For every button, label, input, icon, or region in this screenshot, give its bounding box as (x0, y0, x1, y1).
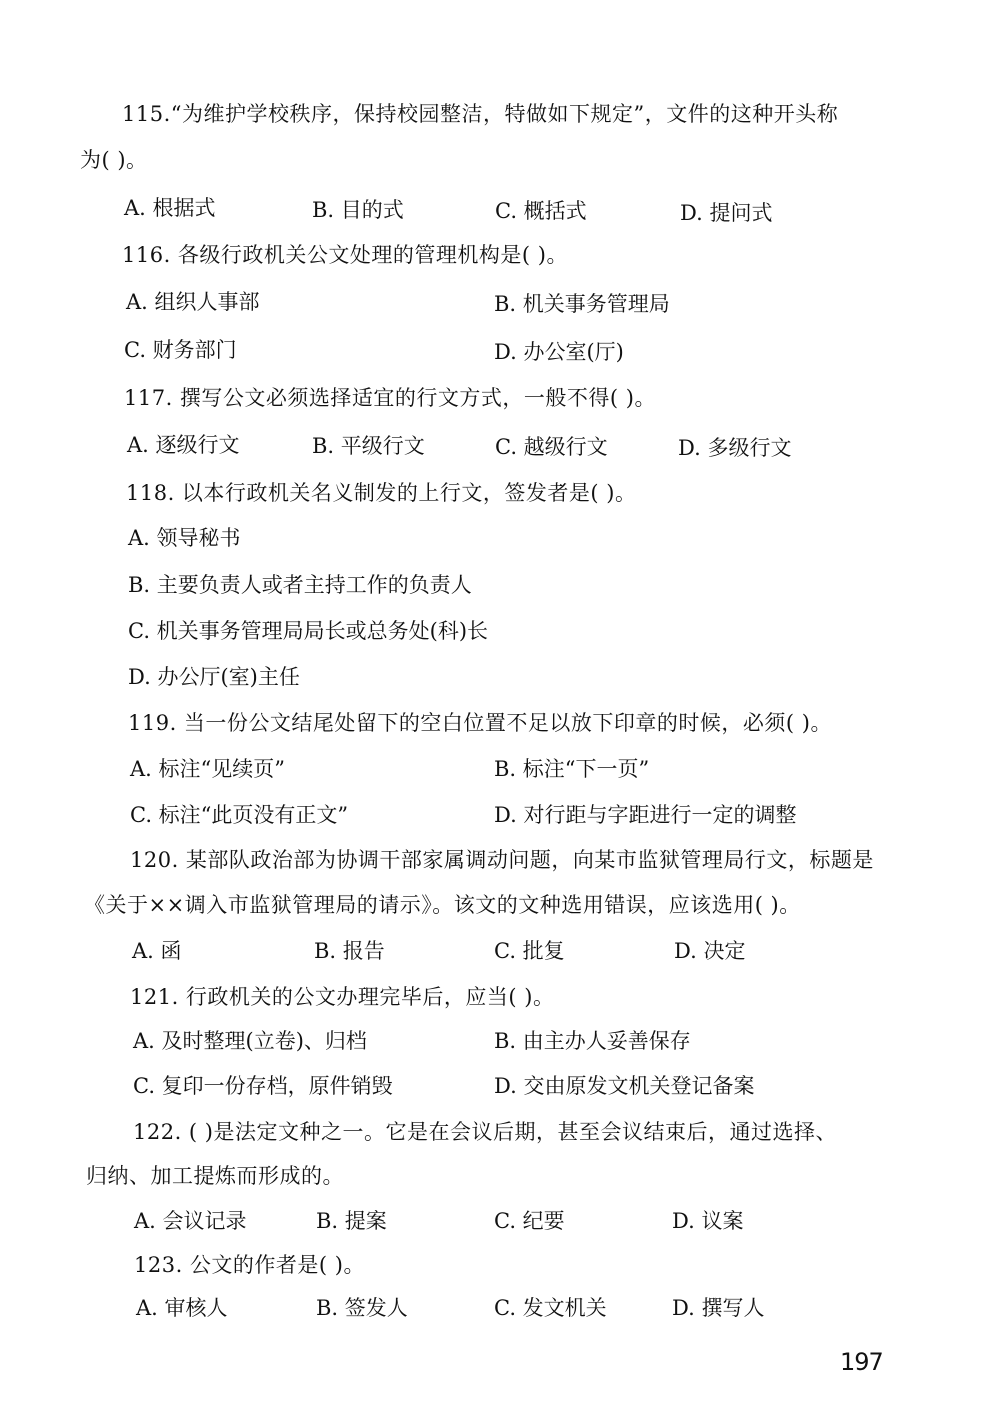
q116-option-d: D. 办公室(厅) (494, 340, 624, 364)
q119-option-b: B. 标注“下一页” (494, 757, 650, 781)
q120-option-c: C. 批复 (494, 939, 565, 963)
q120-option-a: A. 函 (132, 939, 182, 963)
question-115-line2: 为( )。 (80, 148, 148, 172)
q122-option-c: C. 纪要 (494, 1209, 565, 1233)
q122-option-a: A. 会议记录 (134, 1209, 247, 1233)
page-number: 197 (840, 1348, 883, 1376)
q120-option-b: B. 报告 (314, 939, 385, 963)
question-122-line2: 归纳、加工提炼而形成的。 (86, 1164, 344, 1188)
question-120-line1: 120. 某部队政治部为协调干部家属调动问题，向某市监狱管理局行文，标题是 (130, 848, 874, 872)
q116-option-b: B. 机关事务管理局 (494, 292, 670, 316)
q116-option-a: A. 组织人事部 (126, 290, 260, 314)
q117-option-c: C. 越级行文 (495, 435, 608, 459)
q120-option-d: D. 决定 (674, 939, 746, 963)
question-120-line2: 《关于××调入市监狱管理局的请示》。该文的文种选用错误，应该选用( )。 (84, 893, 801, 917)
q122-option-d: D. 议案 (672, 1209, 744, 1233)
question-123: 123. 公文的作者是( )。 (134, 1253, 365, 1277)
q123-option-c: C. 发文机关 (494, 1296, 607, 1320)
question-115-line1: 115.“为维护学校秩序，保持校园整洁，特做如下规定”，文件的这种开头称 (122, 102, 839, 126)
question-117: 117. 撰写公文必须选择适宜的行文方式，一般不得( )。 (124, 386, 656, 410)
q115-option-d: D. 提问式 (680, 201, 773, 225)
q121-option-c: C. 复印一份存档，原件销毁 (133, 1074, 393, 1098)
q115-option-c: C. 概括式 (495, 199, 587, 223)
q117-option-a: A. 逐级行文 (127, 433, 240, 457)
question-118: 118. 以本行政机关名义制发的上行文，签发者是( )。 (126, 481, 637, 505)
q123-option-a: A. 审核人 (136, 1296, 228, 1320)
q118-option-c: C. 机关事务管理局局长或总务处(科)长 (128, 619, 489, 643)
q121-option-a: A. 及时整理(立卷)、归档 (133, 1029, 367, 1053)
q116-option-c: C. 财务部门 (124, 338, 237, 362)
q119-option-d: D. 对行距与字距进行一定的调整 (494, 803, 797, 827)
q119-option-c: C. 标注“此页没有正文” (130, 803, 349, 827)
q115-option-b: B. 目的式 (312, 198, 404, 222)
q123-option-b: B. 签发人 (316, 1296, 408, 1320)
q119-option-a: A. 标注“见续页” (130, 757, 285, 781)
q118-option-a: A. 领导秘书 (128, 526, 241, 550)
q117-option-b: B. 平级行文 (312, 434, 425, 458)
q117-option-d: D. 多级行文 (678, 436, 792, 460)
q118-option-d: D. 办公厅(室)主任 (128, 665, 300, 689)
q122-option-b: B. 提案 (316, 1209, 387, 1233)
q115-option-a: A. 根据式 (124, 196, 216, 220)
q118-option-b: B. 主要负责人或者主持工作的负责人 (128, 573, 472, 597)
question-122-line1: 122. ( )是法定文种之一。它是在会议后期，甚至会议结束后，通过选择、 (133, 1120, 837, 1144)
q121-option-d: D. 交由原发文机关登记备案 (494, 1074, 755, 1098)
q121-option-b: B. 由主办人妥善保存 (494, 1029, 691, 1053)
question-116: 116. 各级行政机关公文处理的管理机构是( )。 (122, 243, 568, 267)
question-121: 121. 行政机关的公文办理完毕后，应当( )。 (130, 985, 555, 1009)
question-119: 119. 当一份公文结尾处留下的空白位置不足以放下印章的时候，必须( )。 (128, 711, 832, 735)
q123-option-d: D. 撰写人 (672, 1296, 765, 1320)
